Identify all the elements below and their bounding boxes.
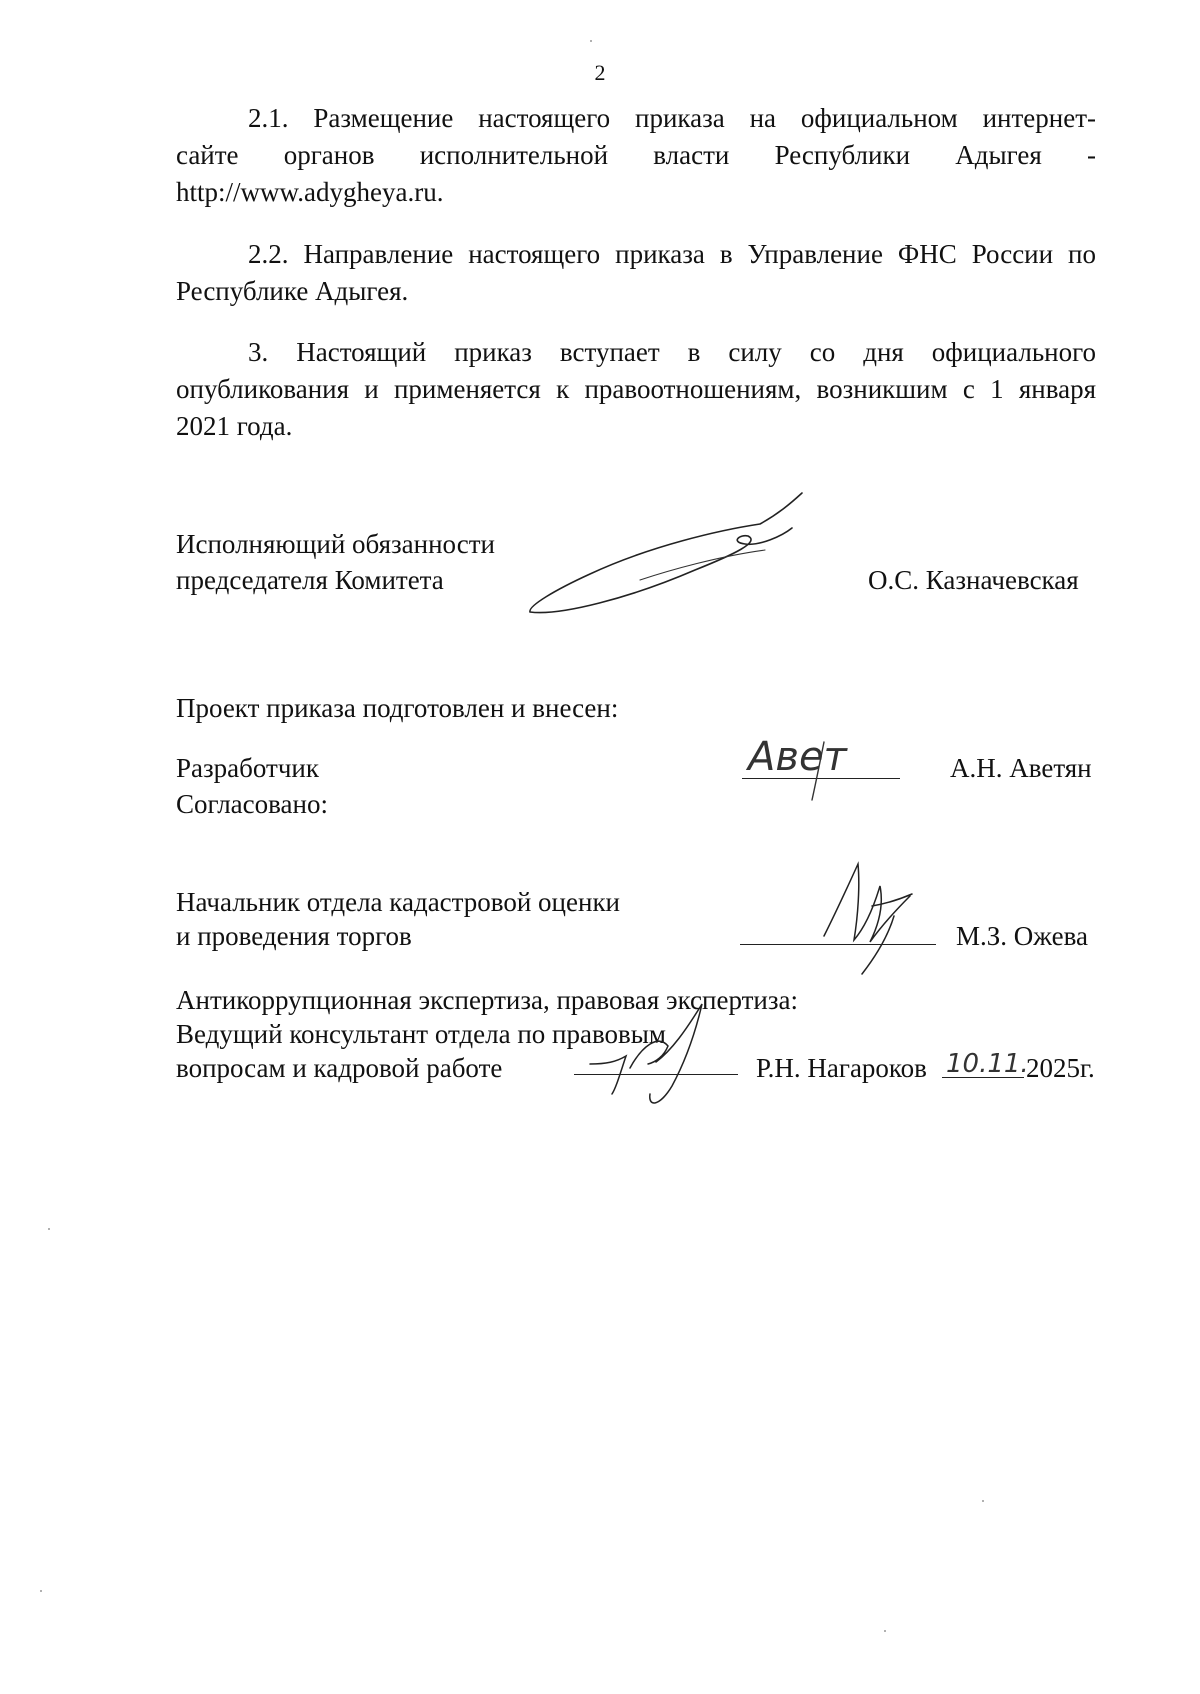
developer-signature-text: Авет bbox=[748, 734, 847, 780]
approvals-heading: Проект приказа подготовлен и внесен: bbox=[176, 693, 619, 723]
head-role-line-1: Начальник отдела кадастровой оценки bbox=[176, 887, 621, 917]
anticorruption-name: Р.Н. Нагароков bbox=[756, 1053, 927, 1083]
anticorruption-signature bbox=[586, 990, 726, 1110]
scan-speck bbox=[982, 1500, 984, 1502]
paragraph-2-1-line-1: 2.1. Размещение настоящего приказа на официальном интернет- bbox=[248, 103, 1096, 133]
scan-speck bbox=[40, 1590, 42, 1592]
page-number: 2 bbox=[594, 60, 606, 85]
paragraph-3-line-2: опубликования и применяется к правоотношениям, возникшим с 1 января bbox=[176, 374, 1096, 404]
signatory-signature bbox=[520, 488, 810, 618]
developer-signature bbox=[744, 712, 894, 802]
head-role-line-2: и проведения торгов bbox=[176, 921, 412, 951]
word: Республики bbox=[774, 140, 911, 170]
anticorruption-role-line-2: вопросам и кадровой работе bbox=[176, 1053, 503, 1083]
word: исполнительной bbox=[419, 140, 609, 170]
signatory-title-line-1: Исполняющий обязанности bbox=[176, 529, 495, 559]
scan-speck bbox=[884, 1630, 886, 1632]
word: - bbox=[1086, 140, 1096, 170]
word: сайте bbox=[176, 140, 239, 170]
word: органов bbox=[283, 140, 375, 170]
anticorruption-date-handwritten: 10.11. bbox=[946, 1049, 1029, 1079]
paragraph-3-line-1: 3. Настоящий приказ вступает в силу со дня официального bbox=[248, 337, 1096, 367]
head-name: М.З. Ожева bbox=[956, 921, 1088, 951]
paragraph-2-2-line-2: Республике Адыгея. bbox=[176, 276, 409, 306]
developer-name: А.Н. Аветян bbox=[950, 753, 1092, 783]
anticorruption-year: 2025г. bbox=[1026, 1053, 1095, 1083]
signatory-title-line-2: председателя Комитета bbox=[176, 565, 444, 595]
head-signature bbox=[814, 856, 924, 976]
scan-speck bbox=[48, 1228, 50, 1230]
anticorruption-role-line-1: Ведущий консультант отдела по правовым bbox=[176, 1019, 667, 1049]
paragraph-2-1-line-2 bbox=[176, 137, 1096, 174]
signatory-name: О.С. Казначевская bbox=[868, 565, 1079, 595]
anticorruption-heading: Антикоррупционная экспертиза, правовая экспертиза: bbox=[176, 985, 799, 1015]
paragraph-2-1 bbox=[176, 100, 1096, 211]
developer-role: Разработчик bbox=[176, 753, 319, 783]
word: власти bbox=[653, 140, 730, 170]
word: Адыгея bbox=[955, 140, 1042, 170]
anticorruption-date-line bbox=[942, 1077, 1024, 1078]
paragraph-3-line-3: 2021 года. bbox=[176, 411, 293, 441]
agreed-label: Согласовано: bbox=[176, 789, 328, 819]
paragraph-3 bbox=[176, 334, 1096, 445]
scan-speck bbox=[590, 40, 592, 42]
paragraph-2-1-line-3: http://www.adygheya.ru. bbox=[176, 177, 444, 207]
paragraph-2-2 bbox=[176, 236, 1096, 310]
paragraph-2-2-line-1: 2.2. Направление настоящего приказа в Управление ФНС России по bbox=[248, 239, 1096, 269]
